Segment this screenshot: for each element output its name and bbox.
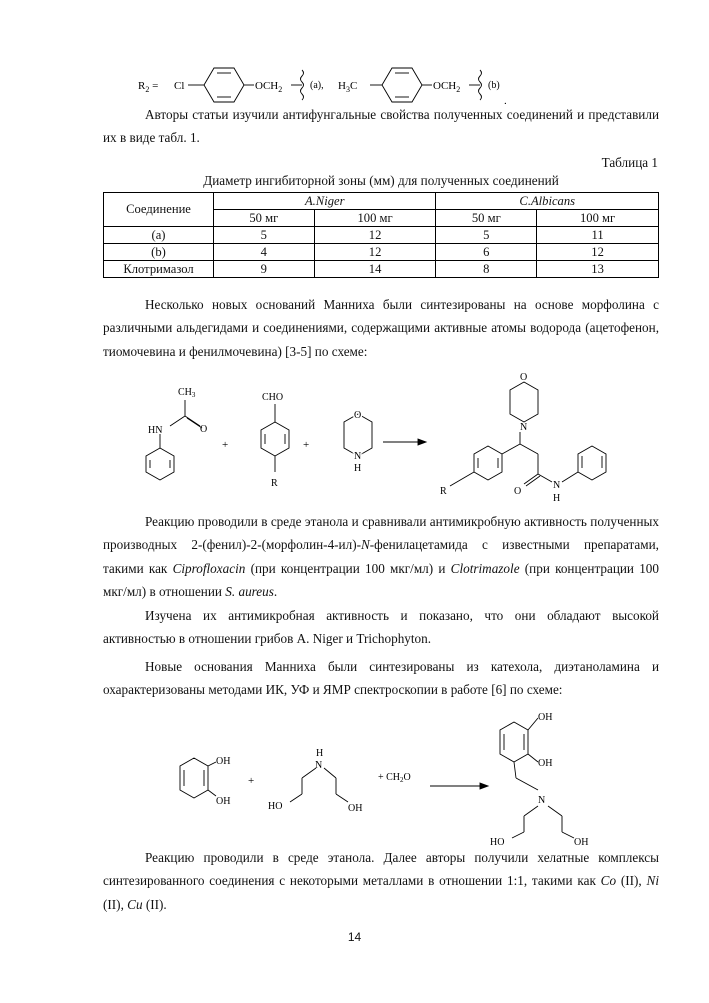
svg-text:HN: HN xyxy=(148,425,163,436)
svg-text:H: H xyxy=(553,493,561,504)
svg-text:+: + xyxy=(248,775,255,787)
group-header-aniger: A.Niger xyxy=(214,193,436,210)
svg-text:CHO: CHO xyxy=(262,392,284,403)
cell: 13 xyxy=(537,261,659,278)
cell: 4 xyxy=(214,244,315,261)
cell: 11 xyxy=(537,227,659,244)
svg-text:N: N xyxy=(520,422,528,433)
svg-text:O: O xyxy=(354,410,362,421)
svg-text:N: N xyxy=(553,480,561,491)
svg-text:HO: HO xyxy=(268,801,283,812)
svg-text:H: H xyxy=(354,463,362,474)
paragraph-5: Новые основания Манниха были синтезированы из катехола, диэтаноламина и охарактеризованы методами ИК, УФ и ЯМР спектроскопии в работе [6] по схеме: xyxy=(103,659,659,698)
group-header-calbicans: C.Albicans xyxy=(436,193,659,210)
svg-text:H3C: $H_3C$ xyxy=(338,80,358,94)
svg-text:.: . xyxy=(504,95,507,107)
svg-text:OCH2: $OCH_2$ xyxy=(255,80,283,94)
svg-text:OH: OH xyxy=(216,756,231,767)
paragraph-3: Реакцию проводили в среде этанола и сравнивали антимикробную активность полученных производных 2-(фенил)-2-(морфолин-4-ил)-N-фенилацетамида с известными препаратами, такими как Ciprofloxacin (при концентрации 100 мкг/мл) и Clotrimazole (при концентрации 100 мкг/мл) в отношении S. aureus. xyxy=(103,514,659,600)
svg-text:O: O xyxy=(520,372,528,383)
table-caption: Таблица 1 xyxy=(601,155,658,170)
table-title: Диаметр ингибиторной зоны (мм) для полученных соединений xyxy=(203,173,559,188)
svg-text:R: R xyxy=(271,478,278,489)
label-b: (b) xyxy=(488,80,500,91)
row-name: Клотримазол xyxy=(104,261,214,278)
svg-text:N: N xyxy=(315,760,323,771)
svg-text:OH: OH xyxy=(538,758,553,769)
paragraph-4: Изучена их антимикробная активность и показано, что они обладают высокой активностью в отношении грибов A. Niger и Trichophyton. xyxy=(103,608,659,647)
table-row xyxy=(104,261,659,278)
svg-text:+: + xyxy=(222,439,229,451)
cell: 8 xyxy=(436,261,537,278)
paragraph-1: Авторы статьи изучили антифунгальные свойства полученных соединений и представили их в виде табл. 1. xyxy=(103,107,659,146)
svg-text:H: H xyxy=(316,748,324,759)
col-compound-header: Соединение xyxy=(104,193,214,227)
table-row xyxy=(104,227,659,244)
sub-header: 100 мг xyxy=(537,210,659,227)
reaction-scheme-2 xyxy=(150,708,630,848)
row-name: (a) xyxy=(104,227,214,244)
cell: 5 xyxy=(436,227,537,244)
cell: 12 xyxy=(314,244,436,261)
svg-text:O: O xyxy=(200,424,208,435)
page-number: 14 xyxy=(347,930,362,944)
sub-header: 100 мг xyxy=(314,210,436,227)
svg-text:R2 =: $R_2$ = xyxy=(138,80,159,94)
sub-header: 50 мг xyxy=(436,210,537,227)
formula-r2-structures xyxy=(130,64,530,108)
cell: 12 xyxy=(537,244,659,261)
svg-text:OH: OH xyxy=(348,803,363,814)
svg-text:R: R xyxy=(440,486,447,497)
row-name: (b) xyxy=(104,244,214,261)
svg-text:HO: HO xyxy=(490,837,505,848)
cl-label: Cl xyxy=(174,80,185,92)
paragraph-2: Несколько новых оснований Манниха были синтезированы на основе морфолина с различными альдегидами и соединениями, содержащими активные атомы водорода (ацетофенон, тиомочевина и фенилмочевина) [3-5] по схеме: xyxy=(103,297,659,359)
sub-header: 50 мг xyxy=(214,210,315,227)
r2-label: R xyxy=(138,80,146,92)
svg-text:O: O xyxy=(514,486,522,497)
cell: 5 xyxy=(214,227,315,244)
svg-text:N: N xyxy=(538,795,546,806)
svg-text:OH: OH xyxy=(538,712,553,723)
cell: 14 xyxy=(314,261,436,278)
svg-text:N: N xyxy=(354,451,362,462)
results-table xyxy=(103,192,659,278)
paragraph-6: Реакцию проводили в среде этанола. Далее авторы получили хелатные комплексы синтезированного соединения с некоторыми металлами в отношении 1:1, такими как Co (II), Ni (II), Cu (II). xyxy=(103,850,659,912)
svg-text:OH: OH xyxy=(216,796,231,807)
table-row xyxy=(104,244,659,261)
svg-text:+ CH2O: + $CH_2O$ xyxy=(378,772,411,784)
cell: 6 xyxy=(436,244,537,261)
cell: 9 xyxy=(214,261,315,278)
svg-text:+: + xyxy=(303,439,310,451)
cell: 12 xyxy=(314,227,436,244)
svg-text:OH: OH xyxy=(574,837,589,848)
svg-text:OCH2: $OCH_2$ xyxy=(433,80,461,94)
label-a: (a), xyxy=(310,80,324,91)
reaction-scheme-1 xyxy=(130,368,630,508)
svg-text:CH3: $CH_3$ xyxy=(178,387,196,399)
